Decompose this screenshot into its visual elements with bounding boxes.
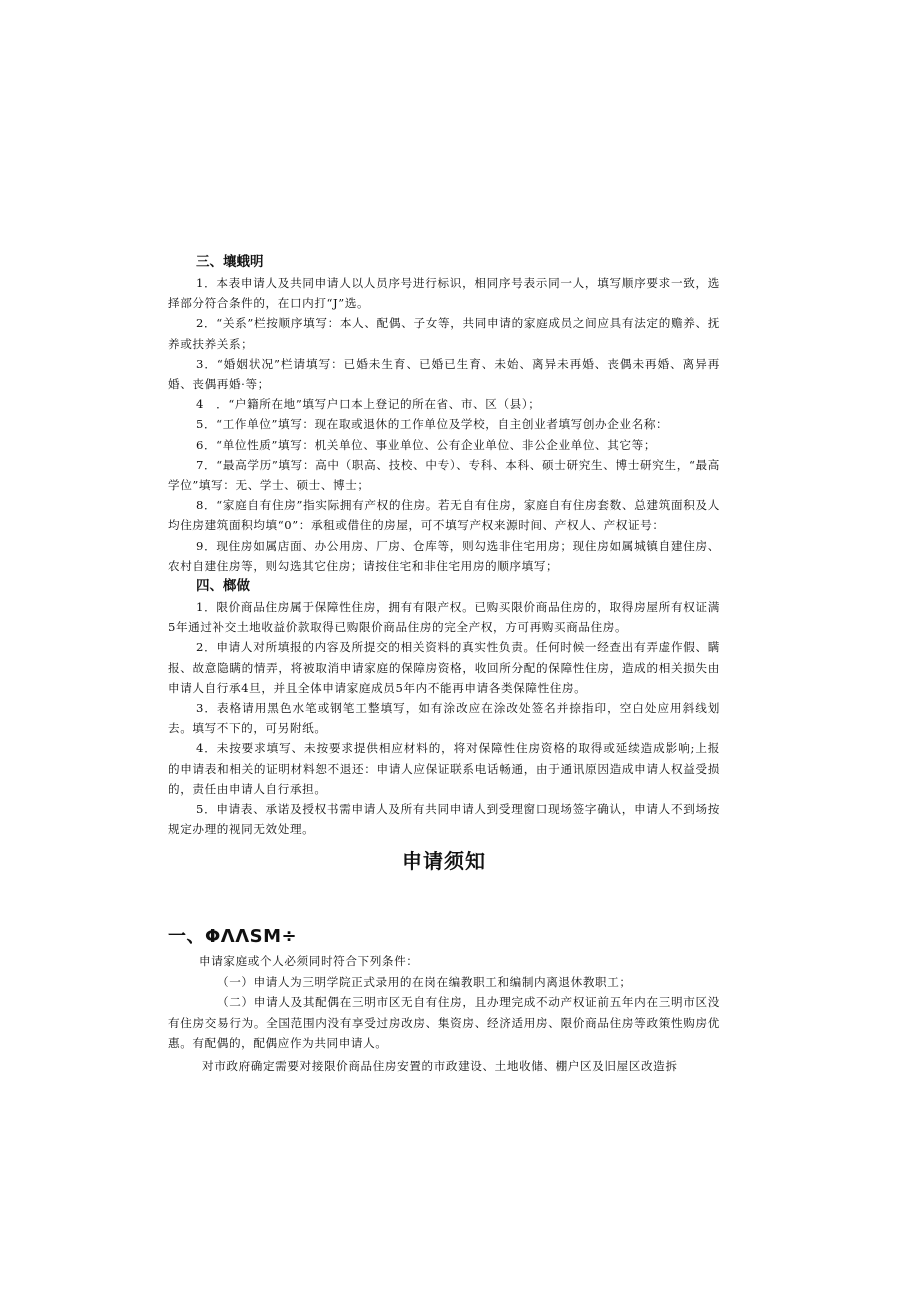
section-4-item: 3．表格请用黑色水笔或钢笔工整填写，如有涂改应在涂改处签名并捺指印，空白处应用斜线划去。填写不下的，可另附纸。 [168,701,720,736]
document-body [168,252,720,1076]
section-3-item: 4 ．“户籍所在地”填写户口本上登记的所在省、市、区（县）； [196,397,541,412]
requirement-item: （一）申请人为三明学院正式录用的在岗在编教职工和编制内离退休教职工； [217,974,632,989]
section-4-item: 2．申请人对所填报的内容及所提交的相关资料的真实性负责。任何时候一经查出有弄虚作假、瞒报、故意隐瞒的情弄，将被取消申请家庭的保障房资格，收回所分配的保障性住房，造成的相关损失由申请人自行承4旦，并且全体申请家庭成员5年内不能再申请各类保障性住房。 [168,640,720,695]
section-3-item: 7．“最高学历”填写：高中（职高、技校、中专）、专科、本科、硕士研究生、博士研究生，“最高学位”填写：无、学士、硕士、博士； [168,457,720,493]
page-title: 申请须知 [402,849,486,874]
section-3-item: 3．“婚姻状况”栏请填写：已婚未生育、已婚已生育、未始、离异未再婚、丧偶未再婚、离异再婚、丧偶再婚·等； [168,356,720,392]
section-4-item: 4．未按要求填写、未按要求提供相应材料的，将对保障性住房资格的取得或延续造成影响;上报的申请表和相关的证明材料恕不退还：申请人应保证联系电话畅通，由于通讯原因造成申请人权益受损的，责任由申请人自行承担。 [168,741,720,796]
section-3-item: 6．“单位性质”填写：机关单位、事业单位、公有企业单位、非公企业单位、其它等； [196,437,657,452]
requirements-intro: 申请家庭或个人必须同时符合下列条件： [199,954,419,969]
section-4-item: 1．限价商品住房属于保障性住房，拥有有限产权。已购买限价商品住房的，取得房屋所有权证满5年通过补交土地收益价款取得已购限价商品住房的完全产权，方可再购买商品住房。 [168,600,720,635]
section-3-item: 5．“工作单位”填写：现在取或退休的工作单位及学校，自主创业者填写创办企业名称： [196,417,669,432]
section-3-heading: 三、壤蛾明 [196,254,264,270]
requirement-item: 对市政府确定需要对接限价商品住房安置的市政建设、土地收储、棚户区及旧屋区改造拆 [202,1058,678,1073]
section-4-item: 5．申请表、承诺及授权书需申请人及所有共同申请人到受理窗口现场签字确认，申请人不到场按规定办理的视同无效处理。 [168,802,720,837]
section-4-heading: 四、榔做 [196,578,250,595]
section-3-item: 8．“家庭自有住房”指实际拥有产权的住房。若无自有住房，家庭自有住房套数、总建筑面积及人均住房建筑面积均填“0”：承租或借住的房屋，可不填写产权来源时间、产权人、产权证号： [168,498,720,533]
section-3-item: 1．本表申请人及共同申请人以人员序号进行标识，相同序号表示同一人，填写顺序要求一致，选择部分符合条件的，在口内打“J”选。 [168,276,720,311]
section-3-item: 9．现住房如属店面、办公用房、厂房、仓库等，则勾选非住宅用房；现住房如属城镇自建住房、农村自建住房等，则勾选其它住房；请按住宅和非住宅用房的顺序填写； [168,538,720,573]
part-1-heading: 一、ΦΛΛSM÷ [168,926,298,948]
requirement-item: （二）申请人及其配偶在三明市区无自有住房，且办理完成不动产权证前五年内在三明市区没有住房交易行为。全国范围内没有享受过房改房、集资房、经济适用房、限价商品住房等政策性购房优惠。有配偶的，配偶应作为共同申请人。 [168,995,720,1051]
section-3-item: 2．“关系”栏按顺序填写：本人、配偶、子女等，共同申请的家庭成员之间应具有法定的赡养、抚养或扶养关系； [168,316,720,351]
